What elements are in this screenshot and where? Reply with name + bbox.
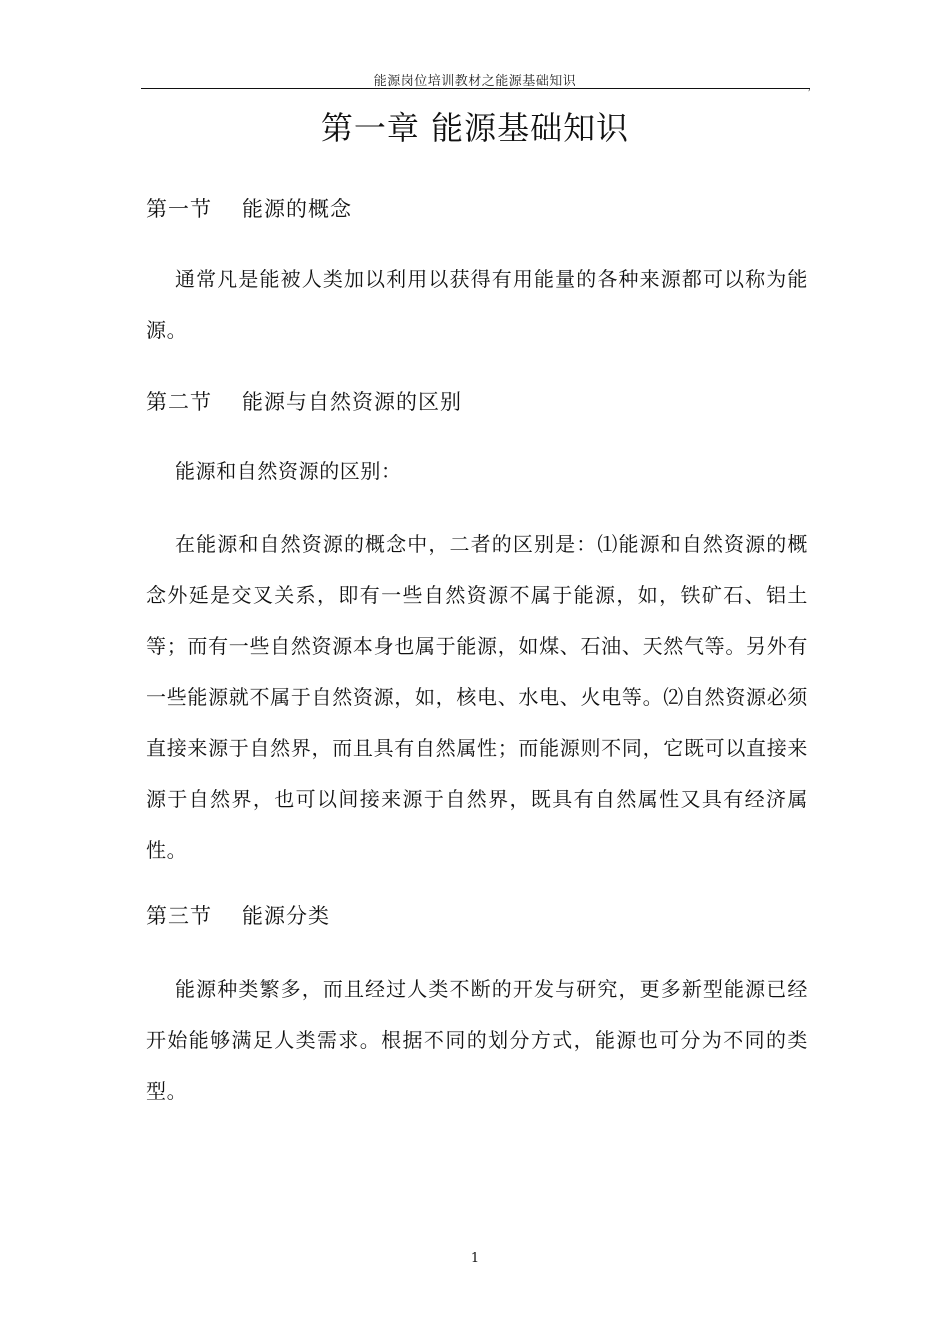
chapter-title: 第一章 能源基础知识 — [320, 109, 630, 147]
paragraph: 在能源和自然资源的概念中，二者的区别是：⑴能源和自然资源的概念外延是交叉关系，即有一些自然资源不属于能源，如，铁矿石、铝土等；而有一些自然资源本身也属于能源，如煤、石油、天然气等。另外有一些能源就不属于自然资源，如，核电、水电、火电等。⑵自然资源必须直接来源于自然界，而且具有自然属性；而能源则不同，它既可以直接来源于自然界，也可以间接来源于自然界，既具有自然属性又具有经济属性。 — [146, 532, 808, 862]
section-heading-1 — [146, 193, 352, 223]
section-title: 能源分类 — [242, 904, 330, 928]
page-number: 1 — [470, 1251, 480, 1266]
header-divider — [141, 88, 810, 89]
section-number: 第三节 — [146, 904, 212, 928]
section-heading-2 — [146, 386, 462, 416]
running-title: 能源岗位培训教材之能源基础知识 — [373, 74, 577, 89]
section-title: 能源与自然资源的区别 — [242, 390, 462, 414]
section-number: 第二节 — [146, 390, 212, 414]
paragraph: 通常凡是能被人类加以利用以获得有用能量的各种来源都可以称为能源。 — [146, 267, 808, 342]
paragraph: 能源和自然资源的区别： — [175, 459, 402, 483]
section-heading-3 — [146, 900, 330, 930]
header-mark: , — [808, 83, 811, 93]
section-number: 第一节 — [146, 197, 212, 221]
paragraph: 能源种类繁多，而且经过人类不断的开发与研究，更多新型能源已经开始能够满足人类需求。根据不同的划分方式，能源也可分为不同的类型。 — [146, 977, 808, 1103]
section-title: 能源的概念 — [242, 197, 352, 221]
